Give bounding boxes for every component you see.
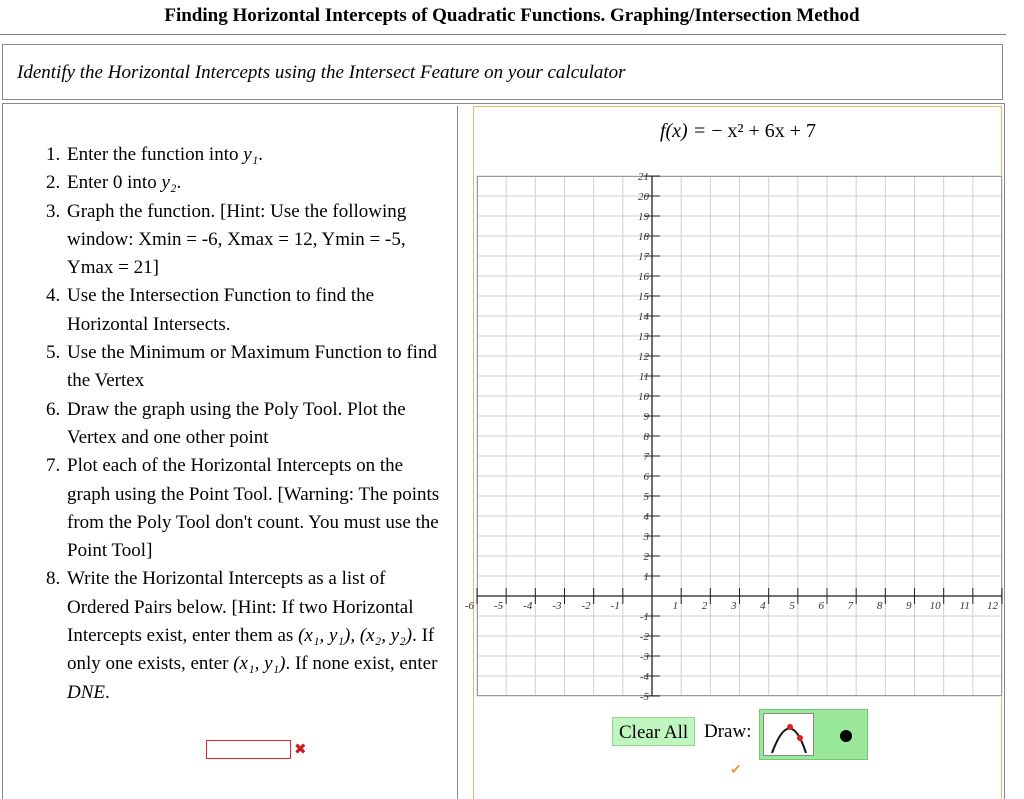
x-tick-label: 10 — [929, 600, 941, 612]
y-tick-label: 6 — [643, 471, 649, 483]
step-item: 7. Plot each of the Horizontal Intercepts on the graph using the Point Tool. [Warning: The points from the Poly Tool don't count. You must use the Point Tool] — [46, 455, 440, 562]
y-tick-label: 4 — [643, 511, 649, 523]
x-tick-label: -5 — [493, 600, 504, 612]
y-tick-label: -3 — [639, 651, 649, 663]
step-item: 3. Graph the function. [Hint: Use the following window: Xmin = -6, Xmax = 12, Ymin = -5, Ymax = 21] — [46, 200, 407, 279]
page-title: Finding Horizontal Intercepts of Quadratic Functions. Graphing/Intersection Method — [164, 5, 860, 26]
y-tick-label: 1 — [643, 571, 649, 583]
y-tick-label: 2 — [643, 551, 649, 563]
x-tick-label: 1 — [672, 600, 679, 612]
draw-label: Draw: — [704, 721, 752, 742]
header-divider — [0, 34, 1006, 35]
y-tick-label: 21 — [638, 171, 649, 183]
x-tick-label: 12 — [987, 600, 998, 612]
x-tick-label: 2 — [701, 600, 708, 612]
y-tick-label: 10 — [638, 391, 649, 403]
instruction-text: Identify the Horizontal Intercepts using the Intersect Feature on your calculator — [2, 44, 1003, 100]
x-tick-label: -6 — [464, 600, 474, 612]
step-item: 4. Use the Intersection Function to find the Horizontal Intersects. — [46, 285, 375, 335]
step-item: 1. Enter the function into y₁. — [46, 144, 264, 165]
step-item: 8. Write the Horizontal Intercepts as a list of Ordered Pairs below. [Hint: If two Horizontal Intercepts exist, enter them as (x₁, y₁), (x₂, y₂). If only one exists, enter (x₁, y₁). If none exist, enter DNE. — [46, 568, 438, 703]
function-label — [473, 118, 1003, 144]
x-tick-label: -4 — [523, 600, 533, 612]
answer-input[interactable] — [206, 740, 291, 759]
y-tick-label: 7 — [643, 451, 649, 463]
parabola-icon — [764, 714, 813, 755]
status-check-icon: ✔ — [730, 763, 742, 778]
function-lhs: f(x) = — [659, 120, 712, 142]
y-tick-label: 5 — [643, 491, 649, 503]
y-tick-label: -2 — [639, 631, 649, 643]
step-item: 6. Draw the graph using the Poly Tool. Plot the Vertex and one other point — [46, 398, 406, 448]
draw-tool-group — [759, 709, 868, 760]
x-tick-label: -3 — [552, 600, 562, 612]
y-tick-label: 19 — [638, 211, 649, 223]
y-tick-label: 9 — [643, 411, 649, 423]
y-tick-label: 12 — [638, 351, 649, 363]
y-tick-label: 20 — [638, 191, 649, 203]
x-tick-label: 5 — [789, 600, 795, 612]
y-tick-label: 3 — [643, 531, 649, 543]
x-tick-label: 9 — [906, 600, 912, 612]
y-tick-label: 15 — [638, 291, 649, 303]
x-tick-label: 7 — [847, 600, 854, 612]
step-item: 5. Use the Minimum or Maximum Function to find the Vertex — [46, 342, 437, 392]
y-tick-label: 16 — [638, 271, 649, 283]
y-tick-label: 8 — [643, 431, 649, 443]
x-tick-label: 3 — [731, 600, 737, 612]
steps-list — [46, 141, 446, 707]
x-tick-label: 4 — [760, 600, 766, 612]
y-tick-label: -4 — [639, 671, 649, 683]
y-tick-label: 18 — [638, 231, 649, 243]
poly-tool-button[interactable] — [763, 713, 814, 756]
x-tick-label: -1 — [610, 600, 620, 612]
x-tick-label: 8 — [876, 600, 883, 612]
invalid-x-icon: ✖ — [294, 742, 307, 758]
y-tick-label: 14 — [638, 311, 649, 323]
y-tick-label: -5 — [639, 691, 649, 703]
y-tick-label: -1 — [639, 611, 649, 623]
y-tick-label: 11 — [638, 371, 649, 383]
graph-canvas[interactable] — [464, 171, 1002, 703]
point-icon — [818, 713, 864, 756]
x-tick-label: 6 — [818, 600, 824, 612]
x-tick-label: -2 — [581, 600, 591, 612]
function-rhs: − x² + 6x + 7 — [711, 120, 817, 142]
x-tick-label: 11 — [959, 600, 970, 612]
point-tool-button[interactable] — [818, 713, 864, 756]
step-item: 2. Enter 0 into y₂. — [46, 172, 182, 194]
y-tick-label: 17 — [638, 251, 649, 263]
y-tick-label: 13 — [638, 331, 649, 343]
clear-all-button[interactable]: Clear All — [612, 717, 695, 746]
